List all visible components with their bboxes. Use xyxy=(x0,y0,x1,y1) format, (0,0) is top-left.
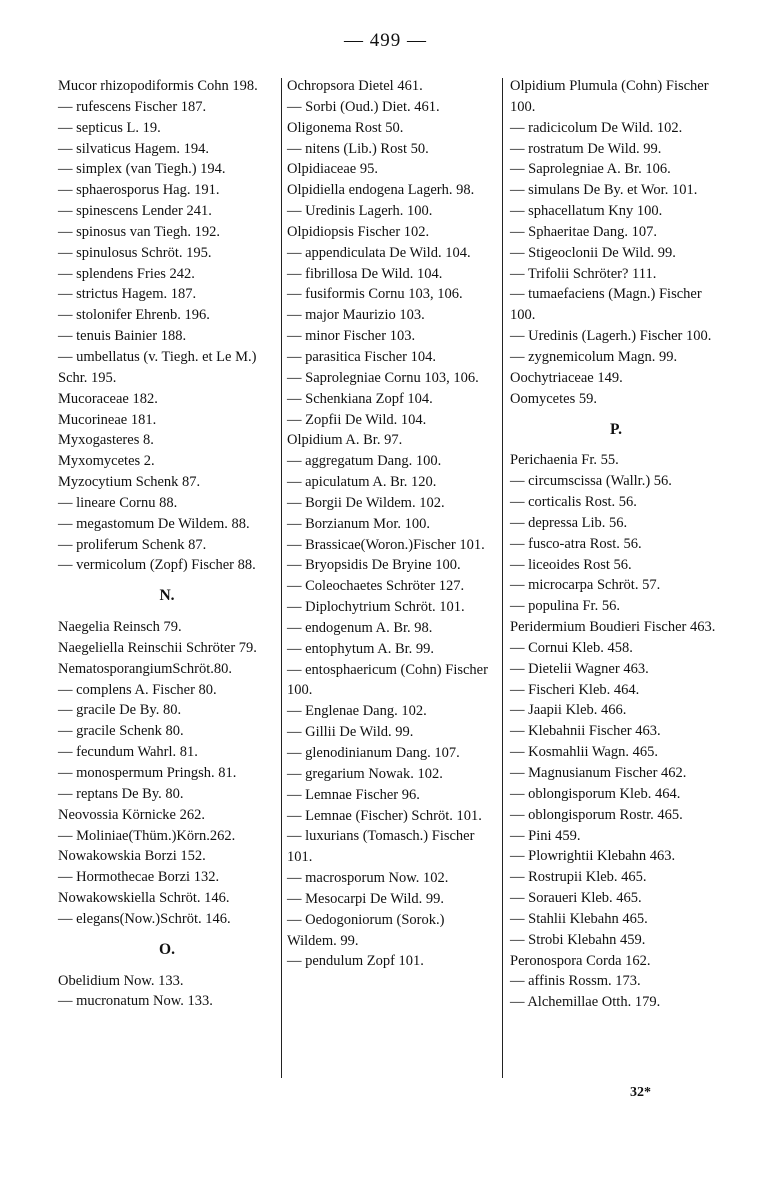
index-entry: — simulans De By. et Wor. 101. xyxy=(510,182,698,199)
index-entry: Oomycetes 59. xyxy=(510,390,597,407)
index-entry: Oligonema Rost 50. xyxy=(287,119,404,136)
index-column-1 xyxy=(58,76,276,1012)
index-entry: — Kosmahlii Wagn. 465. xyxy=(510,744,658,761)
index-entry: — luxurians (Tomasch.) Fischer 101. xyxy=(287,828,475,866)
index-entry: — gracile Schenk 80. xyxy=(58,723,184,740)
index-entry: Oochytriaceae 149. xyxy=(510,369,623,386)
index-entry: — Schenkiana Zopf 104. xyxy=(287,390,433,407)
index-entry: — Englenae Dang. 102. xyxy=(287,703,427,720)
index-entry: Myzocytium Schenk 87. xyxy=(58,474,201,491)
index-entry: — sphaerosporus Hag. 191. xyxy=(58,182,220,199)
index-entry: Myxomycetes 2. xyxy=(58,453,155,470)
index-entry: — entophytum A. Br. 99. xyxy=(287,640,435,657)
index-entry: — spinescens Lender 241. xyxy=(58,203,212,220)
index-entry: — elegans(Now.)Schröt. 146. xyxy=(58,910,231,927)
index-entry: — Dietelii Wagner 463. xyxy=(510,660,649,677)
index-entry: Ochropsora Dietel 461. xyxy=(287,78,423,94)
index-entry: NematosporangiumSchröt.80. xyxy=(58,660,232,677)
index-entry: — corticalis Rost. 56. xyxy=(510,494,637,511)
index-entry: — major Maurizio 103. xyxy=(287,307,425,324)
index-entry: — Jaapii Kleb. 466. xyxy=(510,702,627,719)
index-entry: Mucoraceae 182. xyxy=(58,390,158,407)
index-entry: — affinis Rossm. 173. xyxy=(510,973,641,990)
index-entry: — Diplochytrium Schröt. 101. xyxy=(287,599,465,616)
index-entry: — endogenum A. Br. 98. xyxy=(287,619,433,636)
index-entry: — macrosporum Now. 102. xyxy=(287,870,449,887)
index-entry: — complens A. Fischer 80. xyxy=(58,681,217,698)
index-entry: — fusco-atra Rost. 56. xyxy=(510,535,642,552)
index-entry: — Bryopsidis De Bryine 100. xyxy=(287,557,461,574)
index-entry: Olpidium Plumula (Cohn) Fischer 100. xyxy=(510,78,709,115)
index-entry: — Coleochaetes Schröter 127. xyxy=(287,578,465,595)
index-entry: — Sorbi (Oud.) Diet. 461. xyxy=(287,98,440,115)
index-entry: — depressa Lib. 56. xyxy=(510,514,628,531)
index-entry: — Strobi Klebahn 459. xyxy=(510,931,646,948)
index-entry: Olpidiella endogena Lagerh. 98. xyxy=(287,182,475,199)
index-entry: — Gillii De Wild. 99. xyxy=(287,724,414,741)
index-entry: — Lemnae (Fischer) Schröt. 101. xyxy=(287,807,482,824)
index-entry: — simplex (van Tiegh.) 194. xyxy=(58,161,226,178)
index-entry: — pendulum Zopf 101. xyxy=(287,953,424,970)
index-entry: — Zopfii De Wild. 104. xyxy=(287,411,427,428)
index-entry: — Uredinis (Lagerh.) Fischer 100. xyxy=(510,328,712,345)
index-entry: — fusiformis Cornu 103, 106. xyxy=(287,286,463,303)
index-entry: — apiculatum A. Br. 120. xyxy=(287,474,437,491)
index-entry: — spinosus van Tiegh. 192. xyxy=(58,223,220,240)
index-entry: — septicus L. 19. xyxy=(58,119,161,136)
index-entry: — oblongisporum Rostr. 465. xyxy=(510,806,683,823)
section-letter: P. xyxy=(610,420,622,438)
index-entry: — silvaticus Hagem. 194. xyxy=(58,140,210,157)
index-entry: — monospermum Pringsh. 81. xyxy=(58,765,237,781)
index-entry: Peridermium Boudieri Fischer 463. xyxy=(510,619,716,636)
index-entry: — microcarpa Schröt. 57. xyxy=(510,577,661,594)
index-entry: — vermicolum (Zopf) Fischer 88. xyxy=(58,557,256,574)
index-entry: — Mesocarpi De Wild. 99. xyxy=(287,890,445,907)
index-entry: — minor Fischer 103. xyxy=(287,328,416,345)
index-entry: — Trifolii Schröter? 111. xyxy=(510,265,657,282)
index-entry: — reptans De By. 80. xyxy=(58,785,184,802)
index-entry: — splendens Fries 242. xyxy=(58,265,195,282)
index-entry: — aggregatum Dang. 100. xyxy=(287,453,442,470)
index-entry: — Lemnae Fischer 96. xyxy=(287,786,420,803)
index-entry: — rostratum De Wild. 99. xyxy=(510,140,662,157)
index-entry: — circumscissa (Wallr.) 56. xyxy=(510,473,672,490)
index-entry: — Saprolegniae A. Br. 106. xyxy=(510,161,671,178)
index-entry: — gregarium Nowak. 102. xyxy=(287,765,443,782)
index-entry: — Pini 459. xyxy=(510,827,581,844)
index-entry: — glenodinianum Dang. 107. xyxy=(287,745,460,761)
index-entry: — lineare Cornu 88. xyxy=(58,494,178,511)
index-entry: Olpidiaceae 95. xyxy=(287,161,378,178)
index-entry: — fibrillosa De Wild. 104. xyxy=(287,265,443,282)
index-entry: — gracile De By. 80. xyxy=(58,702,182,719)
index-entry: Mucor rhizopodiformis Cohn 198. xyxy=(58,78,258,94)
index-entry: — mucronatum Now. 133. xyxy=(58,993,213,1010)
index-entry: — tenuis Bainier 188. xyxy=(58,328,187,345)
index-entry: — Alchemillae Otth. 179. xyxy=(510,994,661,1011)
index-entry: Olpidium A. Br. 97. xyxy=(287,432,403,449)
index-entry: — strictus Hagem. 187. xyxy=(58,286,197,303)
index-entry: — fecundum Wahrl. 81. xyxy=(58,744,198,761)
index-entry: — Rostrupii Kleb. 465. xyxy=(510,869,647,886)
index-entry: — parasitica Fischer 104. xyxy=(287,348,436,365)
index-entry: — Brassicae(Woron.)Fischer 101. xyxy=(287,536,485,553)
index-entry: — entosphaericum (Cohn) Fischer 100. xyxy=(287,661,488,699)
page-number: — 499 — xyxy=(344,30,427,51)
index-entry: — Soraueri Kleb. 465. xyxy=(510,890,642,907)
section-letter: O. xyxy=(159,940,175,958)
index-entry: Olpidiopsis Fischer 102. xyxy=(287,223,430,240)
index-column-2 xyxy=(287,76,497,972)
index-entry: — Klebahnii Fischer 463. xyxy=(510,723,661,740)
index-entry: — oblongisporum Kleb. 464. xyxy=(510,785,681,802)
index-entry: — Stahlii Klebahn 465. xyxy=(510,910,648,927)
index-entry: — populina Fr. 56. xyxy=(510,598,620,615)
index-entry: — megastomum De Wildem. 88. xyxy=(58,515,250,532)
column-divider xyxy=(281,78,282,1078)
index-entry: — tumaefaciens (Magn.) Fischer 100. xyxy=(510,286,702,324)
index-entry: — stolonifer Ehrenb. 196. xyxy=(58,307,210,324)
index-entry: — proliferum Schenk 87. xyxy=(58,536,207,553)
index-entry: — Borgii De Wildem. 102. xyxy=(287,494,445,511)
column-divider xyxy=(502,78,503,1078)
index-entry: — nitens (Lib.) Rost 50. xyxy=(287,140,429,157)
index-entry: Peronospora Corda 162. xyxy=(510,952,651,969)
index-entry: Naegelia Reinsch 79. xyxy=(58,619,182,636)
index-entry: Nowakowskiella Schröt. 146. xyxy=(58,890,230,907)
section-letter: N. xyxy=(159,587,175,605)
index-entry: Nowakowskia Borzi 152. xyxy=(58,848,206,865)
index-entry: Obelidium Now. 133. xyxy=(58,972,184,989)
index-entry: Myxogasteres 8. xyxy=(58,432,154,449)
index-entry: — Hormothecae Borzi 132. xyxy=(58,869,220,886)
index-entry: — Oedogoniorum (Sorok.) Wildem. 99. xyxy=(287,911,445,949)
index-entry: — umbellatus (v. Tiegh. et Le M.) Schr. 195. xyxy=(58,348,257,386)
index-entry: — spinulosus Schröt. 195. xyxy=(58,244,212,261)
index-column-3 xyxy=(510,76,722,1013)
index-entry: — sphacellatum Kny 100. xyxy=(510,203,663,220)
index-entry: — radicicolum De Wild. 102. xyxy=(510,119,683,136)
index-entry: Naegeliella Reinschii Schröter 79. xyxy=(58,639,257,656)
index-entry: — Uredinis Lagerh. 100. xyxy=(287,203,433,220)
index-entry: — Plowrightii Klebahn 463. xyxy=(510,848,676,865)
index-entry: — liceoides Rost 56. xyxy=(510,556,632,573)
index-entry: — Cornui Kleb. 458. xyxy=(510,639,633,656)
index-entry: — Saprolegniae Cornu 103, 106. xyxy=(287,369,479,386)
index-entry: Perichaenia Fr. 55. xyxy=(510,452,619,469)
signature-mark: 32* xyxy=(630,1085,651,1100)
index-entry: — Fischeri Kleb. 464. xyxy=(510,681,640,698)
index-entry: — rufescens Fischer 187. xyxy=(58,98,207,115)
index-entry: — zygnemicolum Magn. 99. xyxy=(510,348,678,365)
index-entry: — Stigeoclonii De Wild. 99. xyxy=(510,244,676,261)
index-entry: — Moliniae(Thüm.)Körn.262. xyxy=(58,827,236,844)
index-entry: — Sphaeritae Dang. 107. xyxy=(510,223,657,240)
index-entry: — appendiculata De Wild. 104. xyxy=(287,244,471,261)
index-entry: — Magnusianum Fischer 462. xyxy=(510,765,687,781)
index-entry: Mucorineae 181. xyxy=(58,411,157,428)
index-entry: Neovossia Körnicke 262. xyxy=(58,806,205,823)
index-entry: — Borzianum Mor. 100. xyxy=(287,515,430,532)
